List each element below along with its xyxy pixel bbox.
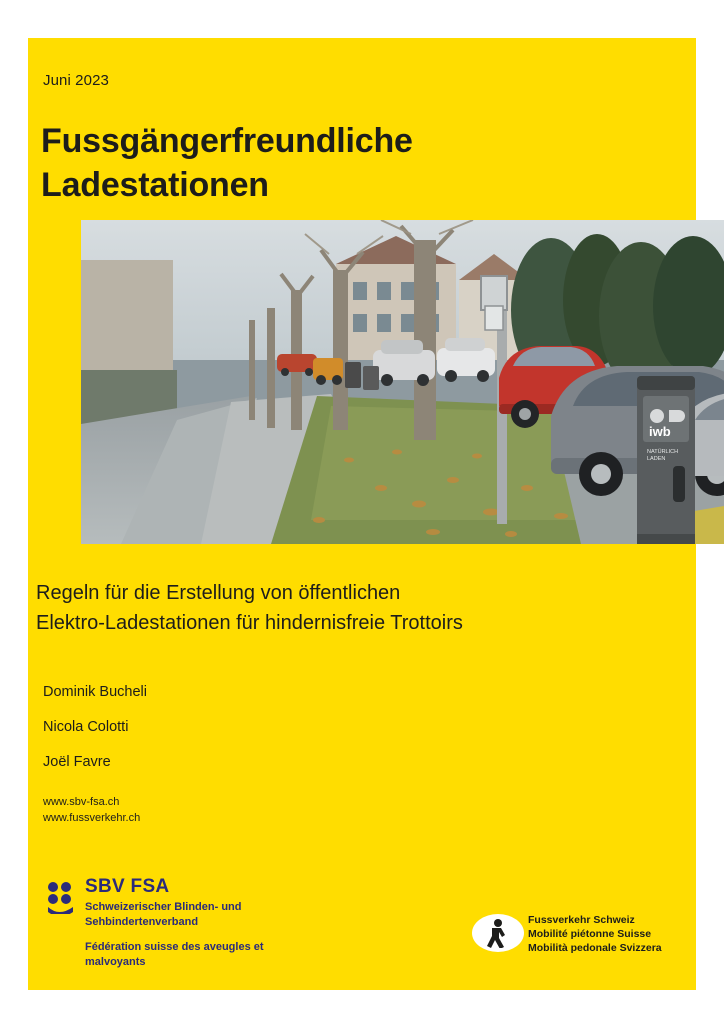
sbv-fsa-name: SBV FSA bbox=[85, 876, 170, 897]
subtitle-line-2: Elektro-Ladestationen für hindernisfreie Trottoirs bbox=[36, 612, 463, 635]
svg-text:NATÜRLICH: NATÜRLICH bbox=[647, 449, 679, 455]
svg-text:LADEN: LADEN bbox=[647, 456, 666, 462]
author-list bbox=[43, 684, 443, 789]
pedestrian-walking-icon bbox=[482, 918, 514, 948]
title-line-1: Fussgängerfreundliche bbox=[41, 122, 413, 160]
sbv-de-line-1: Schweizerischer Blinden- bbox=[85, 901, 219, 913]
cover-photo-illustration bbox=[81, 220, 724, 544]
author-name: Joël Favre bbox=[43, 754, 111, 770]
cover-subtitle bbox=[36, 578, 656, 639]
fvs-line-fr: Mobilité piétonne Suisse bbox=[528, 927, 652, 940]
svg-text:iwb: iwb bbox=[649, 424, 671, 439]
fvs-line-it: Mobilità pedonale Svizzera bbox=[528, 941, 662, 954]
cover-photo bbox=[81, 220, 724, 544]
sbv-de-line-2: und Sehbindertenverband bbox=[85, 901, 242, 928]
sbv-fr-line-1: Fédération suisse des bbox=[85, 941, 201, 953]
sbv-fsa-french-subtitle bbox=[85, 940, 315, 970]
logo-fussverkehr-schweiz bbox=[472, 912, 682, 958]
publication-date: Juni 2023 bbox=[43, 72, 109, 89]
author-name: Dominik Bucheli bbox=[43, 684, 147, 700]
author-name: Nicola Colotti bbox=[43, 719, 129, 735]
link-sbv-fsa[interactable]: www.sbv-fsa.ch bbox=[43, 796, 120, 808]
fussverkehr-wordmark bbox=[528, 914, 688, 956]
fvs-line-de: Fussverkehr Schweiz bbox=[528, 914, 635, 926]
braille-dots-icon bbox=[45, 880, 79, 914]
sbv-fr-line-2: aveugles et malvoyants bbox=[85, 941, 264, 968]
link-fussverkehr[interactable]: www.fussverkehr.ch bbox=[43, 811, 141, 824]
title-line-2: Ladestationen bbox=[41, 165, 269, 204]
subtitle-line-1: Regeln für die Erstellung von öffentlichen bbox=[36, 582, 401, 604]
sbv-fsa-german-subtitle bbox=[85, 900, 315, 930]
page-title bbox=[41, 120, 641, 207]
website-links bbox=[43, 795, 140, 827]
